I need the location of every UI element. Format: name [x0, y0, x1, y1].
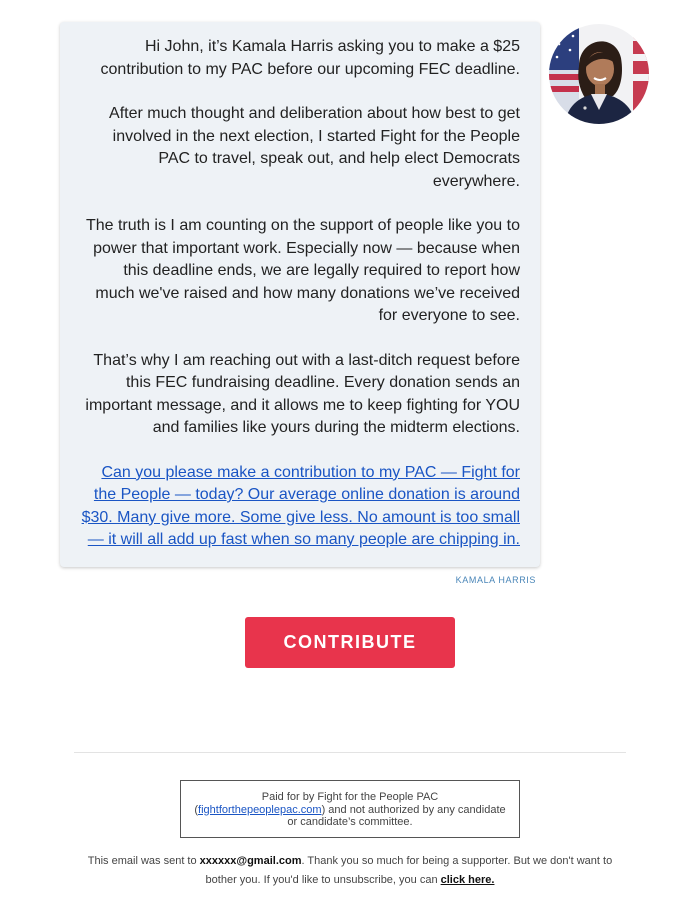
message-bubble — [60, 22, 540, 567]
message-paragraph-3: The truth is I am counting on the support of people like you to power that important work. Especially now — because when this deadline ends, we are legally required to report how much we've raised and how many donations we’ve received for everyone to see. — [85, 217, 520, 324]
avatar-photo — [549, 24, 649, 124]
footer-divider — [74, 752, 626, 753]
sender-avatar — [549, 24, 649, 124]
footer-sent-to-text: This email was sent to — [87, 855, 200, 867]
footer-thanks-text: . Thank you so much for being a supporter. But we don't want to bother you. If you'd like to unsubscribe, you can — [205, 855, 613, 886]
message-paragraph-2: After much thought and deliberation about how best to get involved in the next election, I started Fight for the People PAC to travel, speak out, and help elect Democrats everywhere. — [109, 105, 520, 190]
disclaimer-line-1: Paid for by Fight for the People PAC — [261, 791, 439, 803]
disclaimer-paren: ( — [194, 803, 199, 816]
pac-website-link[interactable]: fightforthepeoplepac.com — [198, 803, 322, 816]
sender-signature: KAMALA HARRIS — [455, 575, 536, 585]
contribute-button[interactable]: CONTRIBUTE — [245, 617, 455, 668]
message-paragraph-4: That’s why I am reaching out with a last-ditch request before this FEC fundraising deadline. Every donation sends an important message, and it allows me to keep fighting for YOU and families like yours during the midterm elections. — [85, 351, 520, 436]
footer-text — [74, 852, 626, 889]
message-paragraph-cta — [80, 462, 520, 552]
unsubscribe-link[interactable]: click here. — [440, 873, 495, 886]
paid-for-disclaimer — [180, 780, 520, 838]
contribution-link[interactable]: Can you please make a contribution to my PAC — Fight for the People — today? Our average online donation is around $30. Many give more. Some give less. No amount is too small — it will all add up fast when so many people are chipping in. — [81, 463, 520, 548]
recipient-email: xxxxxx@gmail.com — [199, 855, 302, 867]
disclaimer-line-2: ) and not authorized by any candidate or candidate’s committee. — [287, 803, 506, 828]
message-paragraph-1: Hi John, it’s Kamala Harris asking you to make a $25 contribution to my PAC before our upcoming FEC deadline. — [100, 38, 520, 78]
